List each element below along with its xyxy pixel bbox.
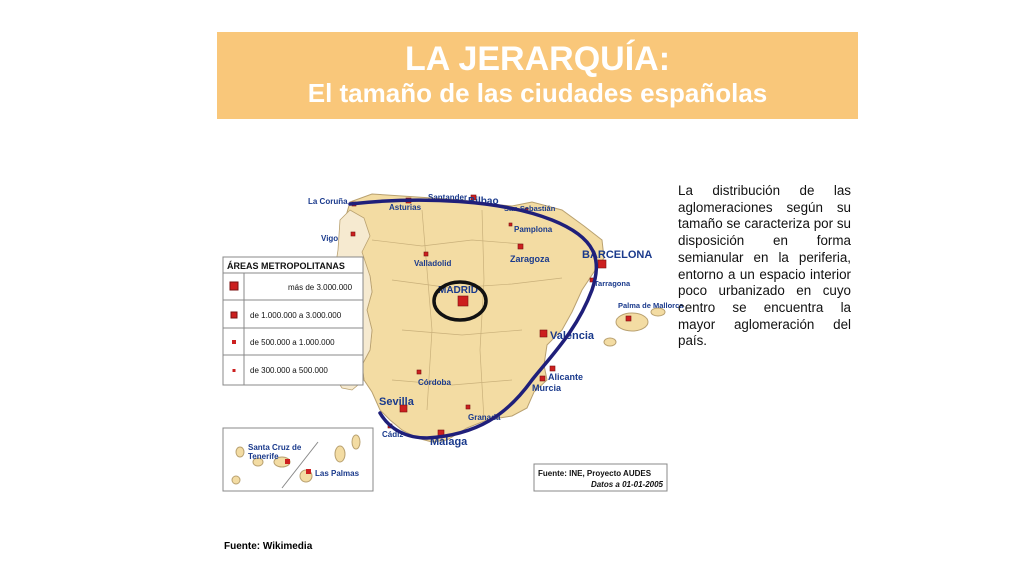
city-label: Cádiz (382, 430, 404, 439)
mallorca-island (616, 313, 648, 331)
city-label: San Sebastián (504, 204, 556, 213)
metro-legend (223, 257, 363, 385)
city-label: Santa Cruz de (248, 443, 302, 452)
city-label: La Coruña (308, 197, 348, 206)
city-label: Murcia (532, 383, 562, 393)
city-label: Sevilla (379, 396, 414, 408)
spain-map (222, 180, 684, 496)
city-label: Las Palmas (315, 469, 360, 478)
city-label: BARCELONA (582, 249, 653, 261)
legend-row-label: de 1.000.000 a 3.000.000 (250, 311, 342, 320)
legend-title: ÁREAS METROPOLITANAS (227, 261, 345, 271)
description-text: La distribución de las aglomeraciones según su tamaño se caracteriza por su disposición en forma semianular en la periferia, entorno a un espacio interior poco urbanizado en cuyo centro se encuentra la mayor aglomeración del país. (678, 183, 851, 349)
city-label: Vigo (321, 234, 339, 243)
city-label: Santander (428, 193, 468, 202)
city-label: Córdoba (418, 378, 451, 387)
source-line2: Datos a 01-01-2005 (590, 480, 663, 489)
ibiza-island (604, 338, 616, 346)
city-label: Málaga (430, 436, 468, 448)
city-label: Bilbao (468, 196, 499, 207)
title-banner (217, 32, 858, 119)
page-subtitle: El tamaño de las ciudades españolas (307, 78, 768, 108)
canary-inset (223, 428, 373, 491)
city-label: Pamplona (514, 225, 553, 234)
city-label: MADRID (438, 285, 478, 296)
city-label: Alicante (548, 372, 584, 382)
city-label: Tarragona (594, 279, 631, 288)
legend-row-label: de 300.000 a 500.000 (250, 366, 328, 375)
city-label: Zaragoza (510, 254, 550, 264)
page-title: LA JERARQUÍA: (404, 40, 671, 78)
city-label: Asturias (389, 203, 422, 212)
source-line1: Fuente: INE, Proyecto AUDES (538, 469, 652, 478)
city-label: Valencia (550, 330, 595, 342)
city-label: Granada (468, 413, 501, 422)
city-label: Valladolid (414, 259, 452, 268)
source-box (534, 464, 667, 491)
legend-row-label: más de 3.000.000 (288, 283, 353, 292)
city-label: Palma de Mallorca (618, 301, 684, 310)
footer-source: Fuente: Wikimedia (224, 541, 313, 552)
city-label: Tenerife (248, 452, 279, 461)
legend-row-label: de 500.000 a 1.000.000 (250, 338, 335, 347)
